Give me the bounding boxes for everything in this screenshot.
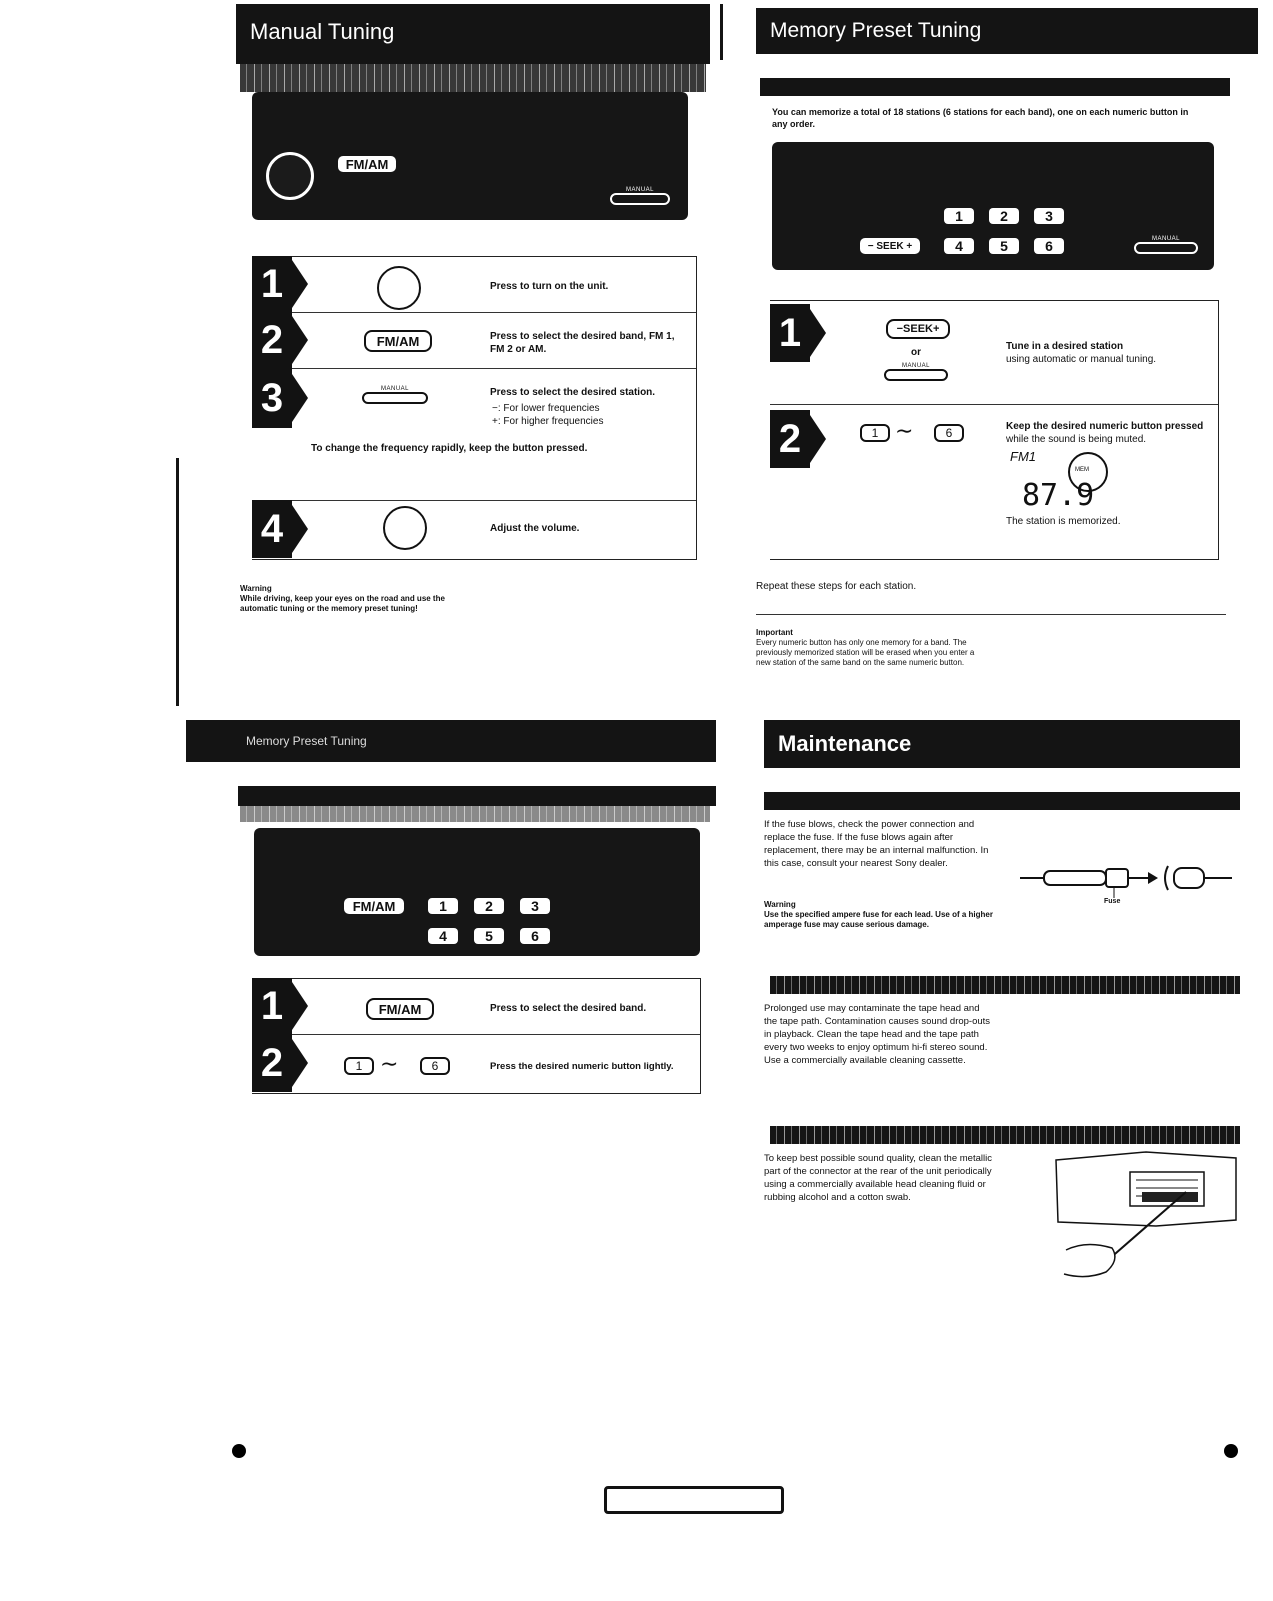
left-margin-rule	[176, 458, 179, 706]
step-1-number: 1	[252, 256, 292, 312]
display-band: FM1	[1010, 449, 1036, 464]
fuse-subheader-bar	[764, 792, 1240, 810]
fuse-warning-text: Use the specified ampere fuse for each lead. Use of a higher amperage fuse may cause serious damage.	[764, 910, 993, 929]
recall-step-1-arrow	[292, 982, 308, 1030]
memory-store-panel	[772, 142, 1214, 270]
rapid-change-note: To change the frequency rapidly, keep the button pressed.	[311, 443, 588, 454]
preset-1-icon: 1	[344, 1057, 374, 1075]
preset-2: 2	[989, 208, 1019, 224]
store-step-2-arrow	[810, 415, 826, 463]
tape-subheader-bar	[770, 976, 1240, 994]
power-knob-icon	[377, 266, 421, 310]
store-step-2-number: 2	[770, 410, 810, 468]
preset-6-icon: 6	[420, 1057, 450, 1075]
step-divider	[292, 1034, 700, 1035]
step-1-text: Press to turn on the unit.	[490, 281, 609, 292]
step-2-arrow	[292, 316, 308, 364]
maintenance-title: Maintenance	[778, 731, 912, 756]
step-2-text: Press to select the desired band, FM 1, FM 2 or AM.	[490, 331, 675, 355]
manual-tuning-header	[236, 4, 710, 64]
maintenance-header	[764, 720, 1240, 768]
warning-text: While driving, keep your eyes on the road and use the automatic tuning or the memory preset tuning!	[240, 594, 445, 613]
step-3-number: 3	[252, 368, 292, 428]
fuse-label: Fuse	[1104, 898, 1121, 905]
manual-tuning-panel	[252, 92, 688, 220]
subheader-bar	[760, 78, 1230, 96]
or-text: or	[911, 347, 921, 358]
preset-5: 5	[989, 238, 1019, 254]
preset-2: 2	[474, 898, 504, 914]
fm-am-button-icon: FM/AM	[364, 330, 432, 352]
subheader-noise	[240, 806, 710, 822]
preset-3: 3	[1034, 208, 1064, 224]
volume-knob-icon	[383, 506, 427, 550]
binding-hole-left	[232, 1444, 246, 1458]
memory-recall-title: Memory Preset Tuning	[246, 734, 367, 748]
tilde-icon: ∼	[895, 418, 914, 443]
connector-cleaning-text: To keep best possible sound quality, clean the metallic part of the connector at the rear of the unit periodically using a commercially available head cleaning fluid or rubbing alcohol and a cotton swab.	[764, 1153, 992, 1203]
header-noise-strip	[240, 64, 706, 92]
mem-label: MEM	[1075, 467, 1089, 473]
step-4-text: Adjust the volume.	[490, 523, 580, 534]
preset-3: 3	[520, 898, 550, 914]
step-1-arrow	[292, 260, 308, 308]
store-step-2-bold: Keep the desired numeric button pressed	[1006, 421, 1204, 432]
tilde-icon: ∼	[380, 1051, 399, 1076]
step-4-number: 4	[252, 500, 292, 558]
recall-step-2-arrow	[292, 1039, 308, 1087]
preset-6: 6	[1034, 238, 1064, 254]
fm-am-chip: FM/AM	[344, 898, 404, 914]
preset-1: 1	[428, 898, 458, 914]
manual-steps-box	[252, 256, 697, 560]
step-3-arrow	[292, 374, 308, 422]
step-2-number: 2	[252, 312, 292, 368]
fm-am-chip: FM/AM	[338, 156, 396, 172]
display-frequency: 87.9	[1022, 478, 1095, 513]
step-divider	[292, 312, 696, 313]
subheader-bar	[238, 786, 716, 806]
important-note	[756, 628, 980, 668]
connector-cleaning-illustration	[1046, 1150, 1238, 1282]
memory-store-title: Memory Preset Tuning	[770, 19, 982, 42]
fm-am-button-icon: FM/AM	[366, 998, 434, 1020]
memory-store-header	[756, 8, 1258, 54]
memory-recall-header	[186, 720, 716, 762]
fuse-warning-title: Warning	[764, 900, 796, 909]
recall-step-1-text: Press to select the desired band.	[490, 1003, 647, 1014]
recall-step-2-text: Press the desired numeric button lightly.	[490, 1061, 674, 1072]
memory-recall-panel	[254, 828, 700, 956]
step-divider	[770, 404, 1218, 405]
preset-5: 5	[474, 928, 504, 944]
manual-rocker-icon: MANUAL	[884, 363, 948, 381]
memory-intro: You can memorize a total of 18 stations (6 stations for each band), one on each numeric button in any order.	[772, 107, 1189, 129]
power-knob-icon	[266, 152, 314, 200]
page-number-tab	[604, 1486, 784, 1514]
step-divider	[292, 500, 696, 501]
manual-rocker-icon: MANUAL	[362, 386, 428, 404]
preset-4: 4	[428, 928, 458, 944]
memory-recall-steps-box	[252, 978, 701, 1094]
binding-hole-right	[1224, 1444, 1238, 1458]
seek-button-icon: −SEEK+	[886, 319, 950, 339]
store-step-1-bold: Tune in a desired station	[1006, 341, 1124, 352]
preset-6-icon: 6	[934, 424, 964, 442]
vertical-rule	[720, 4, 723, 60]
manual-rocker-icon: MANUAL	[610, 187, 670, 205]
fuse-text: If the fuse blows, check the power connection and replace the fuse. If the fuse blows again after replacement, there may be an internal malfunction. In this case, consult your nearest Sony dealer.	[764, 819, 989, 869]
preset-1-icon: 1	[860, 424, 890, 442]
store-step-2-text: while the sound is being muted.	[1006, 434, 1147, 445]
tape-cleaning-text: Prolonged use may contaminate the tape head and the tape path. Contamination causes sound drop-outs in playback. Clean the tape head and the tape path every two weeks to enjoy optimum hi-fi stereo sound. Use a commercially available cleaning cassette.	[764, 1003, 991, 1066]
repeat-note: Repeat these steps for each station.	[756, 581, 917, 592]
store-step-1-text: using automatic or manual tuning.	[1006, 354, 1157, 365]
warning-title: Warning	[240, 584, 272, 593]
store-step-1-arrow	[810, 309, 826, 357]
manual-warning	[240, 584, 456, 614]
preset-1: 1	[944, 208, 974, 224]
preset-4: 4	[944, 238, 974, 254]
preset-6: 6	[520, 928, 550, 944]
store-step-2-result: The station is memorized.	[1006, 516, 1121, 527]
seek-chip: − SEEK +	[860, 238, 920, 254]
step-3-minus: −: For lower frequencies	[492, 403, 600, 414]
step-3-text: Press to select the desired station.	[490, 387, 656, 398]
important-title: Important	[756, 628, 793, 637]
manual-rocker-icon: MANUAL	[1134, 236, 1198, 254]
store-step-1-number: 1	[770, 304, 810, 362]
important-rule	[756, 614, 1226, 615]
connector-subheader-bar	[770, 1126, 1240, 1144]
step-divider	[292, 368, 696, 369]
fuse-warning	[764, 900, 1000, 930]
important-text: Every numeric button has only one memory for a band. The previously memorized station will be erased when you enter a new station of the same band on the same numeric button.	[756, 638, 975, 667]
recall-step-1-number: 1	[252, 978, 292, 1034]
recall-step-2-number: 2	[252, 1034, 292, 1092]
step-3-plus: +: For higher frequencies	[492, 416, 604, 427]
manual-tuning-title: Manual Tuning	[250, 19, 395, 44]
step-4-arrow	[292, 505, 308, 553]
fuse-diagram-icon	[1018, 856, 1234, 906]
